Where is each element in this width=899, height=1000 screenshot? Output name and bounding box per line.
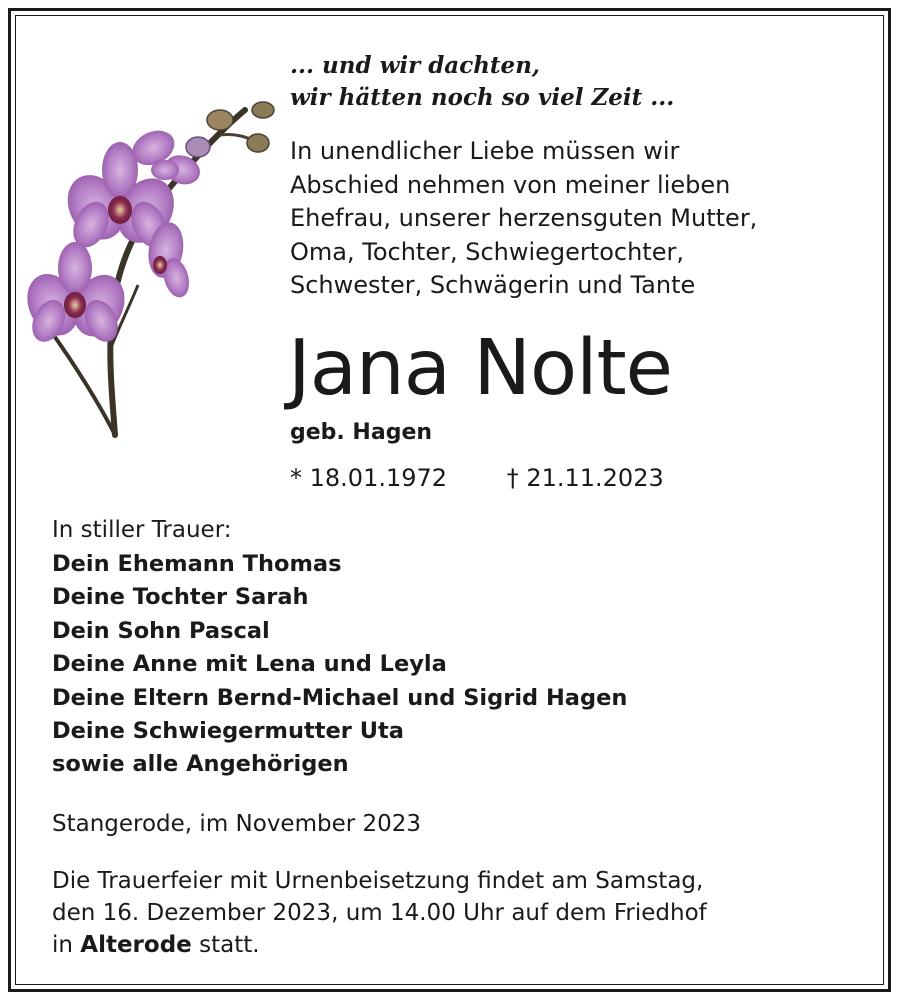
- quote: [290, 50, 674, 114]
- maiden-name: geb. Hagen: [290, 420, 433, 445]
- ceremony-suffix: statt.: [199, 932, 260, 958]
- orchid-branch-icon: [20, 95, 285, 440]
- quote-line-2: wir hätten noch so viel Zeit ...: [290, 84, 675, 111]
- intro-line: Schwester, Schwägerin und Tante: [290, 271, 696, 299]
- ceremony-prefix: in: [52, 932, 73, 958]
- mourner-name: Deine Schwiegermutter Uta: [52, 718, 404, 745]
- mourner-name: Deine Anne mit Lena und Leyla: [52, 651, 447, 678]
- cemetery-place: Alterode: [80, 932, 192, 958]
- intro-text: [290, 135, 757, 303]
- intro-line: In unendlicher Liebe müssen wir: [290, 137, 680, 165]
- intro-line: Abschied nehmen von meiner lieben: [290, 170, 731, 199]
- ceremony-line-1: Die Trauerfeier mit Urnenbeisetzung findet am Samstag,: [52, 868, 704, 894]
- birth-date: * 18.01.1972: [290, 464, 448, 492]
- quote-line-1: ... und wir dachten,: [290, 52, 540, 79]
- ceremony-line-2: den 16. Dezember 2023, um 14.00 Uhr auf dem Friedhof: [52, 900, 707, 926]
- intro-line: Ehefrau, unserer herzensguten Mutter,: [290, 204, 758, 232]
- intro-line: Oma, Tochter, Schwiegertochter,: [290, 237, 684, 266]
- mourners-list: [52, 548, 627, 782]
- mourner-name: Dein Sohn Pascal: [52, 617, 270, 644]
- mourner-name: Dein Ehemann Thomas: [52, 551, 342, 577]
- ceremony-line-3: [52, 929, 707, 961]
- place-and-date: Stangerode, im November 2023: [52, 811, 422, 837]
- mourner-name: sowie alle Angehörigen: [52, 751, 349, 778]
- ceremony-notice: [52, 865, 707, 961]
- life-dates: [290, 462, 664, 494]
- death-date: † 21.11.2023: [506, 464, 664, 492]
- deceased-name: Jana Nolte: [288, 324, 673, 413]
- mourner-name: Deine Tochter Sarah: [52, 584, 309, 611]
- mourner-name: Deine Eltern Bernd-Michael und Sigrid Hagen: [52, 684, 628, 711]
- mourners-intro: In stiller Trauer:: [52, 517, 232, 543]
